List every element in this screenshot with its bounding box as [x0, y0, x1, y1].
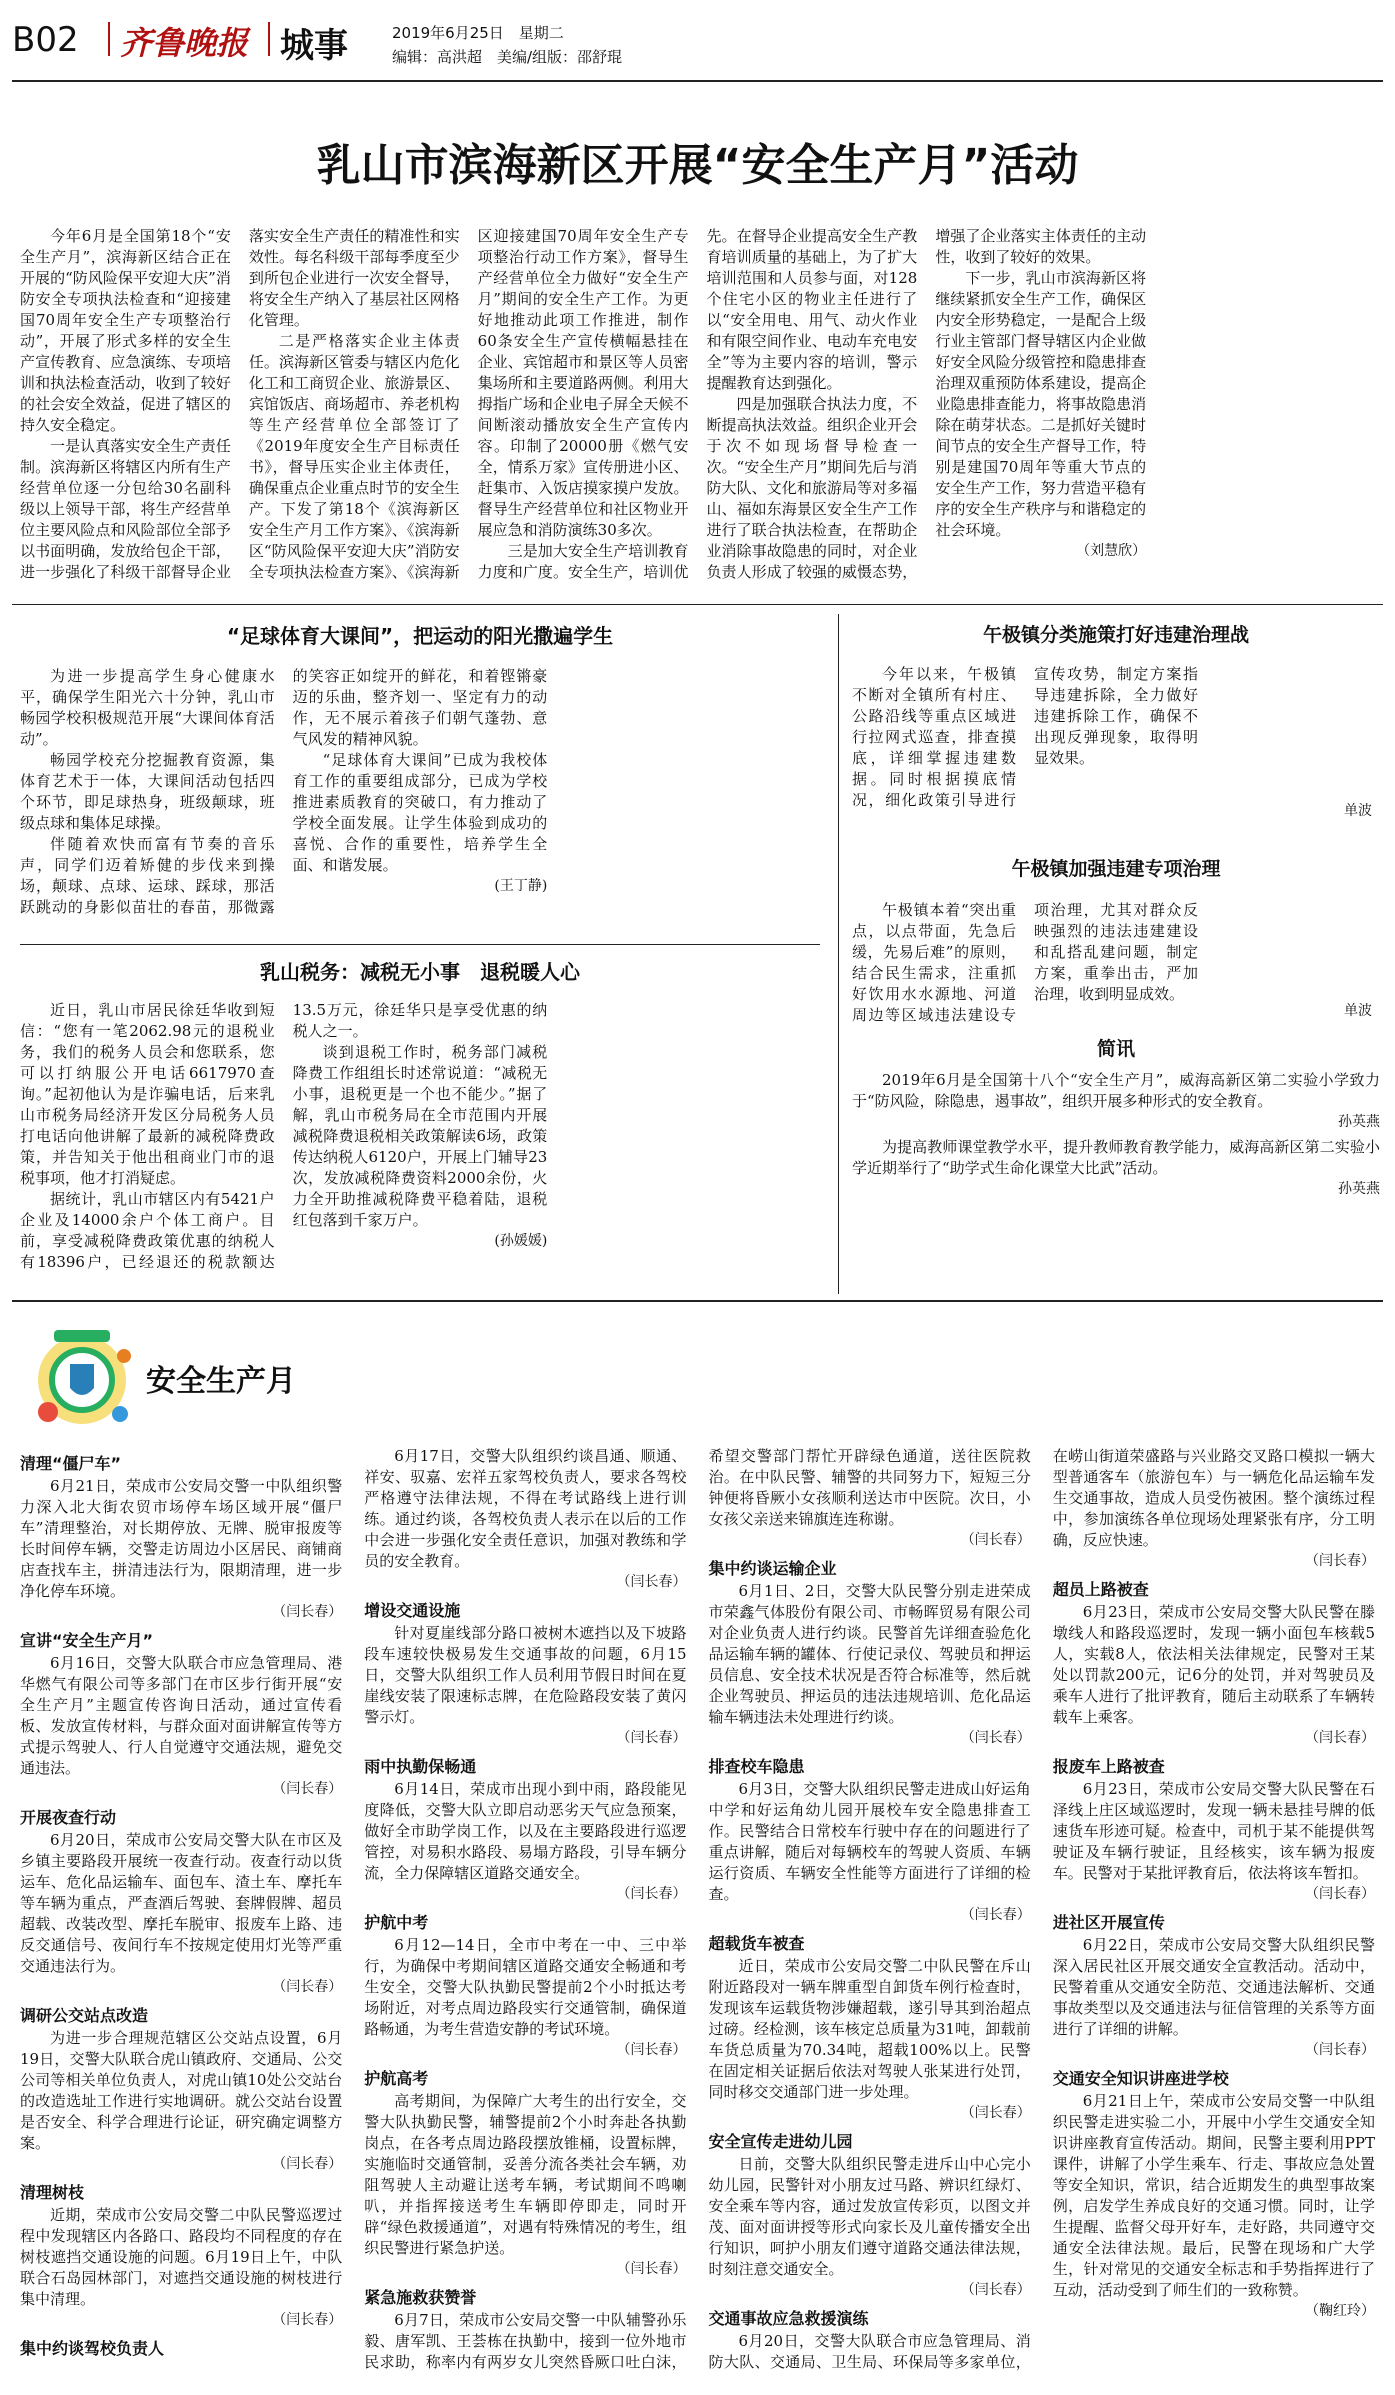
brief-text: 高考期间，为保障广大考生的出行安全，交警大队执勤民警，辅警提前2个小时奔赴各执勤岗点，在各考点周边路段摆放锥桶，设置标牌，实施临时交通管制，妥善分流各类社会车辆，劝阻驾驶人主动避让送考车辆，考试期间不鸣喇叭，并指挥接送考生车辆即停即走，同时开辟“绿色救援通道”，对遇有特殊情况的考生，组织民警进行紧急护送。 [364, 2092, 687, 2257]
brief-text: 针对夏崖线部分路口被树木遮挡以及下坡路段车速较快极易发生交通事故的问题，6月15日，交警大队组织工作人员利用节假日时间在夏崖线安装了限速标志牌，在危险路段安装了黄闪警示灯。 [364, 1624, 687, 1726]
brief-title: 超员上路被查 [1052, 1580, 1149, 1599]
lead-headline: 乳山市滨海新区开展“安全生产月”活动 [316, 140, 1079, 191]
brief-section [364, 1911, 686, 2061]
brief-section [1053, 1911, 1375, 2061]
brief-title: 清理“僵尸车” [20, 1454, 122, 1473]
brief-byline: （闫长春） [1305, 1730, 1375, 1746]
brief-section [364, 1755, 686, 1905]
football-paragraph: 畅园学校充分挖掘教育资源，集体育艺术于一体，大课间活动包括四个环节，即足球热身，班级颠球，班级点球和集体足球操。 [20, 751, 275, 832]
brief-byline: （闫长春） [616, 2261, 687, 2277]
brief-title: 清理树枝 [20, 2183, 85, 2202]
brief-section [364, 1599, 686, 1749]
editor-credits: 编辑：高洪超 美编/组版：邵舒琨 [392, 48, 623, 66]
brief-text: 6月22日，荣成市公安局交警大队组织民警深入居民社区开展交通安全宣教活动。活动中，民警着重从交通安全防范、交通违法解析、交通事故类型以及交通违法与征信管理的关系等方面进行了详细的讲解。 [1052, 1936, 1375, 2038]
brief-title: 交通事故应急救援演练 [708, 2309, 869, 2328]
brief-title: 调研公交站点改造 [20, 2006, 149, 2025]
brief-section [20, 2181, 342, 2331]
brief-text: 6月14日，荣成市出现小到中雨，路段能见度降低，交警大队立即启动恶劣天气应急预案，做好全市助学岗工作，以及在主要路段进行巡逻管控，对易积水路段、易塌方路段，引导车辆分流，全力保障辖区道路交通安全。 [364, 1780, 687, 1882]
brief-section [364, 2067, 686, 2280]
brief-text: 日前，交警大队组织民警走进斥山中心完小幼儿园，民警针对小朋友过马路、辨识红绿灯、安全乘车等内容，通过发放宣传彩页，以图文并茂、面对面讲授等形式向家长及儿童传播安全出行知识，呵护小朋友们遵守道路交通法律法规，时刻注意交通安全。 [708, 2155, 1031, 2278]
brief-title: 开展夜查行动 [20, 1808, 117, 1827]
safety-briefs [20, 1446, 1375, 2386]
brief-title: 集中约谈运输企业 [708, 1559, 837, 1578]
brief-section [20, 2004, 342, 2175]
brief-byline: （闫长春） [1305, 2042, 1375, 2058]
brief-title: 增设交通设施 [364, 1601, 461, 1620]
brief-title: 紧急施救获赞誉 [364, 2288, 477, 2307]
brief-section [1053, 2067, 1375, 2322]
football-paragraph: “足球体育大课间”已成为我校体育工作的重要组成部分，已成为学校推进素质教育的突破口，有力推动了学校全面发展。让学生体验到成功的喜悦、合作的重要性，培养学生全面、和谐发展。 [292, 751, 548, 874]
brief-section [1053, 1578, 1375, 1749]
brief-section [709, 2130, 1031, 2301]
brief-text: 6月12—14日，全市中考在一中、三中举行，为确保中考期间辖区道路交通安全畅通和考生安全，交警大队执勤民警提前2个小时抵达考场附近，对考点周边路段实行交通管制，确保道路畅通，为考生营造安静的考试环境。 [364, 1936, 687, 2038]
lead-paragraph: 三是加大安全生产培训教育力度和广度。安全生产，培训优先。在督导企业提高安全生产教育培训质量的基础上，为了扩大培训范围和人员参与面，对128个住宅小区的物业主任进行了以“安全用电、用气、动火作业和有限空间作业、电动车充电安全”等为主要内容的培训，警示提醒教育达到强化。 [477, 227, 918, 581]
masthead-divider [108, 22, 110, 56]
brief-byline: 孙英燕 [1338, 1181, 1380, 1197]
brief-section [709, 1932, 1031, 2124]
brief-text: 6月20日，交警大队联合市应急管理局、消防大队、交通局、卫生局、环保局等多家单位，在崂山街道荣盛路与兴业路交叉路口模拟一辆大型普通客车（旅游包车）与一辆危化品运输车发生交通事故，造成人员受伤被困。整个演练过程中，参加演练各单位现场处理紧张有序，分工明确，反应快速。 [708, 1447, 1375, 2371]
brief-text: 为进一步合理规范辖区公交站点设置，6月19日，交警大队联合虎山镇政府、交通局、公交公司等相关单位负责人，对虎山镇10处公交站台的改造选址工作进行实地调研。就公交站台设置是否安全、科学合理进行论证，研究确定调整方案。 [20, 2029, 343, 2152]
brief-byline: （闫长春） [272, 2312, 343, 2328]
football-paragraph: 为进一步提高学生身心健康水平，确保学生阳光六十分钟，乳山市畅园学校积极规范开展“大课间体育活动”。 [20, 667, 275, 748]
wuji1-paragraph: 今年以来，午极镇不断对全镇所有村庄、公路沿线等重点区域进行拉网式巡查，排查摸底，详细掌握违建数据。同时根据摸底情况，细化政策引导进行宣传攻势，制定方案指导违建拆除，全力做好违建拆除工作，确保不出现反弹现象，取得明显效果。 [852, 665, 1198, 809]
column-rule [838, 614, 839, 1294]
brief-text: 近日，荣成市公安局交警二中队民警在斥山附近路段对一辆车牌重型自卸货车例行检查时，发现该车运载货物涉嫌超载，遂引导其到治超点过磅。经检测，该车核定总质量为31吨，卸载前车货总质量为70.34吨，超载100%以上。民警在固定相关证据后依法对驾驶人张某进行处罚，同时移交交通部门进一步处理。 [708, 1957, 1031, 2101]
brief-byline: （闫长春） [960, 1532, 1031, 1548]
brief-title: 护航高考 [364, 2069, 429, 2088]
section-rule [12, 604, 1383, 605]
lead-paragraph: 二是严格落实企业主体责任。滨海新区管委与辖区内危化化工和工商贸企业、旅游景区、宾馆饭店、商场超市、养老机构等生产经营单位全部签订了《2019年度安全生产目标责任书》，督导压实企业主体责任，确保重点企业重点时节的安全生产。下发了第18个《滨海新区安全生产月工作方案》、《滨海新区“防风险保平安迎大庆”消防安全专项执法检查方案》、《滨海新区迎接建国70周年安全生产专项整治行动工作方案》，督导生产经营单位全力做好“安全生产月”期间的安全生产工作。为更好地推动此项工作推进，制作60条安全生产宣传横幅悬挂在企业、宾馆超市和景区等人员密集场所和主要道路两侧。利用大拇指广场和企业电子屏全天候不间断滚动播放安全生产宣传内容。印制了20000册《燃气安全，情系万家》宣传册进小区、赶集市、入饭店摸家摸户发放。督导生产经营单位和社区物业开展应急和消防演练30多次。 [248, 227, 689, 581]
tax-headline: 乳山税务：减税无小事 退税暖人心 [260, 960, 580, 984]
masthead-divider [268, 22, 270, 56]
football-headline: “足球体育大课间”，把运动的阳光撒遍学生 [226, 624, 614, 648]
briefs-headline: 简讯 [1096, 1038, 1135, 1060]
wuji1-headline: 午极镇分类施策打好违建治理战 [982, 624, 1249, 646]
football-byline: (王丁静) [494, 878, 548, 894]
tax-paragraph: 据统计，乳山市辖区内有5421户企业及14000余户个体工商户。目前，享受减税降费政策优惠的纳税人有18396户，已经退还的税款额达13.5万元，徐廷华只是享受优惠的纳税人之一。 [20, 1001, 548, 1271]
brief-byline: （闫长春） [616, 1730, 687, 1746]
brief-section [20, 1452, 342, 1623]
brief-title: 护航中考 [364, 1913, 429, 1932]
wuji2-headline: 午极镇加强违建专项治理 [1011, 858, 1221, 880]
lead-paragraph: 下一步，乳山市滨海新区将继续紧抓安全生产工作，确保区内安全形势稳定，一是配合上级行业主管部门督导辖区内企业做好安全风险分级管控和隐患排查治理双重预防体系建设，提高企业隐患排查能力，将事故隐患消除在萌芽状态。二是抓好关键时间节点的安全生产督导工作，特别是建国70周年等重大节点的安全生产工作，努力营造平稳有序的安全生产秩序与和谐稳定的社会环境。 [935, 269, 1147, 539]
brief-title: 排查校车隐患 [708, 1757, 805, 1776]
section-rule [12, 1300, 1383, 1302]
wuji1-body [852, 664, 1380, 814]
brief-text: 6月23日，荣成市公安局交警大队民警在滕墩线人和路段巡逻时，发现一辆小面包车核载5人，实载8人，依法相关法律规定，民警对王某处以罚款200元，记6分的处罚，并对驾驶员及乘车人进行了批评教育，随后主动联系了车辆转载车上乘客。 [1052, 1603, 1375, 1726]
brief-byline: 孙英燕 [1338, 1114, 1380, 1130]
brief-text: 6月23日，荣成市公安局交警大队民警在石泽线上庄区域巡逻时，发现一辆未悬挂号牌的低速货车形迹可疑。检查中，司机于某不能提供驾驶证及车辆行驶证，且经核实，该车辆为报废车。民警对于某批评教育后，依法将该车暂扣。 [1052, 1780, 1375, 1882]
page-number: B02 [12, 20, 79, 60]
lead-paragraph: 一是认真落实安全生产责任制。滨海新区将辖区内所有生产经营单位逐一分包给30名副科级以上领导干部，将生产经营单位主要风险点和风险部位全部予以书面明确，发放给包企干部，进一步强化了科级干部督导企业落实安全生产责任的精准性和实效性。每名科级干部每季度至少到所包企业进行一次安全督导，将安全生产纳入了基层社区网格化管理。 [20, 227, 460, 581]
gear-shield-icon [20, 1316, 150, 1436]
brief-section [20, 1629, 342, 1800]
lead-paragraph: 四是加强联合执法力度，不断提高执法效益。组织企业开会于次不如现场督导检查一次。“安全生产月”期间先后与消防大队、文化和旅游局等对多福山、福如东海景区安全生产工作进行了联合执法检查，在帮助企业消除事故隐患的同时，对企业负责人形成了较强的威慑态势，增强了企业落实主体责任的主动性，收到了较好的效果。 [706, 227, 1147, 581]
brief-byline: （闫长春） [616, 1574, 687, 1590]
brief-title: 报废车上路被查 [1052, 1757, 1165, 1776]
masthead [12, 12, 1383, 78]
section-rule [20, 944, 820, 945]
section-title: 城事 [280, 26, 348, 66]
paper-logo: 齐鲁晚报 [120, 24, 249, 62]
wuji2-paragraph: 午极镇本着“突出重点，以点带面，先急后缓，先易后难”的原则，结合民生需求，注重抓好饮用水水源地、河道周边等区域违法建设专项治理，尤其对群众反映强烈的违法违建建设和乱搭乱建问题，制定方案，重拳出击，严加治理，收到明显成效。 [852, 901, 1198, 1024]
brief-byline: （闫长春） [960, 1730, 1031, 1746]
brief-title: 超载货车被查 [708, 1934, 805, 1953]
masthead-rule [12, 80, 1383, 82]
football-body [20, 666, 820, 936]
brief-title: 进社区开展宣传 [1052, 1913, 1165, 1932]
brief-byline: （闫长春） [960, 2282, 1031, 2298]
brief-text: 6月21日上午，荣成市公安局交警一中队组织民警走进实验二小，开展中小学生交通安全知识讲座教育宣传活动。期间，民警主要利用PPT课件，讲解了小学生乘车、行走、事故应急处置等安全知识，常识，结合近期发生的典型事故案例，启发学生养成良好的交通习惯。同时，让学生提醒、监督父母开好车，走好路，共同遵守交通安全法律法规。最后，民警在现场和广大学生，针对常见的交通安全标志和手势指挥进行了互动，活动受到了师生们的一致称赞。 [1052, 2092, 1375, 2299]
brief-title: 雨中执勤保畅通 [364, 1757, 477, 1776]
brief-item: 2019年6月是全国第十八个“安全生产月”，威海高新区第二实验小学致力于“防风险，除隐患，遏事故”，组织开展多种形式的安全教育。 [852, 1071, 1380, 1110]
brief-text: 6月21日，荣成市公安局交警一中队组织警力深入北大街农贸市场停车场区域开展“僵尸车”清理整治，对长期停放、无牌、脱审报废等长时间停车辆，交警走访周边小区居民、商铺商店查找车主，拼清违法行为，限期清理，进一步净化停车环境。 [20, 1477, 343, 1600]
brief-byline: （闫长春） [272, 1781, 343, 1797]
brief-byline: （闫长春） [616, 1886, 687, 1902]
brief-text: 6月3日，交警大队组织民警走进成山好运角中学和好运角幼儿园开展校车安全隐患排查工作。民警结合日常校车行驶中存在的问题进行了重点讲解，随后对每辆校车的驾驶人资质、车辆运行资质、车辆安全性能等方面进行了详细的检查。 [708, 1780, 1031, 1903]
brief-text: 近期，荣成市公安局交警二中队民警巡逻过程中发现辖区内各路口、路段均不同程度的存在树枝遮挡交通设施的问题。6月19日上午，中队联合石岛园林部门，对遮挡交通设施的树枝进行集中清理。 [20, 2206, 343, 2308]
brief-byline: （闫长春） [960, 1907, 1031, 1923]
tax-body [20, 1000, 820, 1290]
brief-byline: （鞠红玲） [1305, 2303, 1375, 2319]
lead-paragraph: 今年6月是全国第18个“安全生产月”，滨海新区结合正在开展的“防风险保平安迎大庆”消防安全专项执法检查和“迎接建国70周年安全生产专项整治行动”，开展了形式多样的安全生产宣传教育、应急演练、专项培训和执法检查活动，收到了较好的社会安全效益，促进了辖区的持久安全稳定。 [20, 227, 231, 434]
brief-byline: （闫长春） [616, 2042, 687, 2058]
safety-banner [20, 1316, 340, 1436]
brief-title: 集中约谈驾校负责人 [20, 2339, 165, 2358]
brief-byline: （闫长春） [272, 1604, 343, 1620]
brief-section [20, 1806, 342, 1998]
brief-byline: （闫长春） [1305, 1553, 1375, 1569]
brief-text: 6月20日，荣成市公安局交警大队在市区及乡镇主要路段开展统一夜查行动。夜查行动以货运车、危化品运输车、面包车、渣土车、摩托车等车辆为重点，严查酒后驾驶、套牌假牌、超员超载、改装改型、摩托车脱审、报废车上路、违反交通信号、夜间行车不按规定使用灯光等严重交通违法行为。 [20, 1831, 343, 1975]
brief-text: 6月16日，交警大队联合市应急管理局、港华燃气有限公司等多部门在市区步行街开展“安全生产月”主题宣传咨询日活动，通过宣传看板、发放宣传材料，与群众面对面讲解宣传等方式提示驾驶人、行人自觉遵守交通法规，避免交通违法。 [20, 1654, 343, 1777]
briefs-body [852, 1070, 1380, 1200]
football-paragraph: 伴随着欢快而富有节奏的音乐声，同学们迈着矫健的步伐来到操场，颠球、点球、运球、踩球，那活跃跳动的身影似苗壮的春苗，那微露的笑容正如绽开的鲜花，和着铿锵豪迈的乐曲，整齐划一、坚定有力的动作，无不展示着孩子们朝气蓬勃、意气风发的精神风貌。 [20, 667, 548, 916]
brief-byline: （闫长春） [1305, 1886, 1375, 1902]
brief-byline: （闫长春） [272, 1979, 343, 1995]
brief-text: 6月17日，交警大队组织约谈昌通、顺通、祥安、驭嘉、宏祥五家驾校负责人，要求各驾校严格遵守法律法规，不得在考试路线上进行训练。通过约谈，各驾校负责人表示在以后的工作中会进一步强化安全责任意识，加强对教练和学员的安全教育。 [364, 1447, 687, 1570]
brief-section [709, 1557, 1031, 1749]
brief-title: 安全宣传走进幼儿园 [708, 2132, 853, 2151]
brief-text: 6月1日、2日，交警大队民警分别走进荣成市荣鑫气体股份有限公司、市畅晖贸易有限公司对企业负责人进行约谈。民警首先详细查验危化品运输车辆的罐体、行使记录仪、驾驶员和押运员信息、安全技术状况是否符合标准等，然后就企业驾驶员、押运员的违法违规培训、危化品运输车辆违法未处理进行约谈。 [708, 1582, 1031, 1726]
brief-section [709, 1755, 1031, 1926]
tax-paragraph: 近日，乳山市居民徐廷华收到短信：“您有一笔2062.98元的退税业务，我们的税务人员会和您联系，您可以打纳服公开电话6617970查询。”起初他认为是诈骗电话，后来乳山市税务局经济开发区分局税务人员打电话向他讲解了最新的减税降费政策，并告知关于他出租商业门市的退税事项，他才打消疑虑。 [20, 1001, 275, 1187]
brief-section [1053, 1755, 1375, 1905]
brief-byline: （闫长春） [272, 2156, 343, 2172]
brief-item: 为提高教师课堂教学水平，提升教师教育教学能力，威海高新区第二实验小学近期举行了“助学式生命化课堂大比武”活动。 [852, 1138, 1380, 1177]
brief-text: 6月7日，荣成市公安局交警一中队辅警孙乐毅、唐军凯、王荟栋在执勤中，接到一位外地市民求助，称率内有两岁女儿突然昏厥口吐白沫，希望交警部门帮忙开辟绿色通道，送往医院救治。在中队民警、辅警的共同努力下，短短三分钟便将昏厥小女孩顺利送达市中医院。次日，小女孩父亲送来锦旗连连称谢。 [364, 1447, 1031, 2371]
brief-byline: （闫长春） [960, 2105, 1031, 2121]
issue-date: 2019年6月25日 星期二 [392, 24, 564, 42]
brief-title: 宣讲“安全生产月” [20, 1631, 154, 1650]
lead-byline: （刘慧欣） [1076, 543, 1147, 559]
wuji1-byline: 单波 [1344, 803, 1372, 819]
brief-title: 交通安全知识讲座进学校 [1052, 2069, 1229, 2088]
lead-body [20, 226, 1375, 588]
tax-byline: (孙媛媛) [494, 1233, 548, 1249]
safety-banner-title: 安全生产月 [146, 1364, 296, 1399]
tax-paragraph: 谈到退税工作时，税务部门减税降费工作组组长时述常说道：“减税无小事，退税更是一个也不能少。”据了解，乳山市税务局在全市范围内开展减税降费退税相关政策解读6场，政策传达纳税人6120户，开展上门辅导23次，发放减税降费资料2000余份，火力全开助推减税降费平稳着陆，退税红包落到千家万户。 [292, 1043, 548, 1229]
wuji2-byline: 单波 [1344, 1003, 1372, 1019]
